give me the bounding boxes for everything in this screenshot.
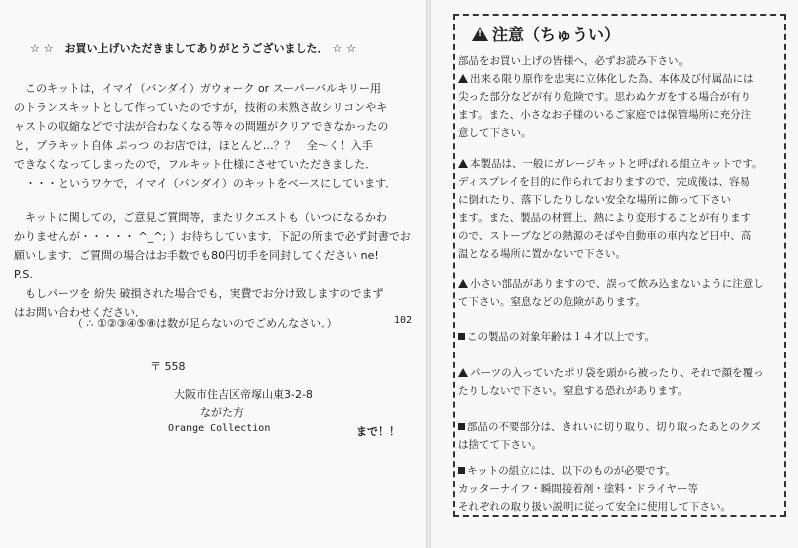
caution-line	[458, 275, 778, 293]
caution-line: ディスプレイを目的に作られておりますので、完成後は、容易	[458, 176, 751, 188]
caution-text: キットの組立には、以下のものが必要です。	[467, 465, 676, 477]
warning-icon	[458, 159, 468, 168]
caution-text: この製品の対象年齢は１４才以上です。	[467, 331, 656, 343]
warning-icon	[458, 368, 468, 377]
caution-line	[458, 462, 778, 480]
caution-text: 小さい部品がありますので、誤って飲み込まないように注意し	[470, 278, 764, 290]
intro-line: と，プラキット自体 ぷっつ のお店では，ほとんど…？？ 全～く！入手	[14, 139, 373, 152]
square-bullet-icon	[458, 333, 465, 340]
intro-line: できなくなってしまったので，フルキット仕様にさせていただきました．	[14, 158, 377, 171]
caution-line: ます。また、小さなお子様のいるご家庭では保管場所に充分注	[458, 109, 752, 121]
caution-line	[458, 364, 778, 382]
contact-line: 願いします．ご質問の場合はお手数でも80円切手を同封してください ne!	[14, 249, 379, 262]
caution-line: に倒れたり、落下したりしない安全な場所に飾って下さい	[458, 194, 731, 206]
thanks-heading: ☆ ☆ お買い上げいただきましてありがとうございました． ☆ ☆	[30, 42, 356, 55]
caution-item	[458, 462, 778, 516]
intro-line: のトランスキットとして作っていたのですが，技術の未熟さ故シリコンやキ	[14, 101, 388, 114]
caution-text: パーツの入っていたポリ袋を頭から被ったり、それで顔を覆っ	[470, 367, 764, 379]
caution-item	[458, 155, 778, 263]
caution-line: 温となる場所に置かないで下さい。	[458, 248, 626, 260]
intro-line: ・・・というワケで，イマイ（バンダイ）のキットをベースにしています．	[14, 177, 397, 190]
caution-item	[458, 328, 778, 346]
caution-line: 部品をお買い上げの皆様へ，必ずお読み下さい。	[458, 55, 689, 67]
caution-line	[458, 328, 778, 346]
caution-line: 尖った部分などが有り危険です。思わぬケガをする場合が有り	[458, 91, 751, 103]
address-line: 大阪市住吉区帝塚山東3-2-8	[174, 388, 313, 401]
caution-line	[458, 70, 778, 88]
caution-line: て下さい。窒息などの危険があります。	[458, 296, 647, 308]
intro-paragraph	[14, 79, 414, 193]
organization-name: Orange Collection	[168, 423, 271, 434]
caution-line: 意して下さい。	[458, 127, 532, 139]
caution-item	[458, 70, 778, 142]
contact-line: P.S.	[14, 268, 33, 281]
contact-line: かりませんが・・・・・ ^_^; ）お待ちしています．下記の所まで必ず封書でお	[14, 230, 411, 243]
contact-paragraph	[14, 208, 414, 322]
caution-line	[458, 155, 778, 173]
caution-text: 本製品は、一般にガレージキットと呼ばれる組立キットです。	[470, 158, 763, 170]
caution-item	[458, 364, 778, 400]
addressee-suffix: まで！！	[356, 425, 400, 438]
postal-code: 〒 558	[150, 360, 186, 373]
warning-icon	[472, 27, 488, 41]
caution-item	[458, 418, 778, 454]
caution-line	[458, 418, 778, 436]
square-bullet-icon	[458, 467, 465, 474]
missing-parts-note: （ ∴ ①②③④⑤⑧は数が足らないのでごめんなさい．）	[72, 317, 338, 330]
caution-title	[472, 22, 620, 45]
caution-line: それぞれの取り扱い説明に従って安全に使用して下さい。	[458, 501, 731, 513]
intro-line: このキットは，イマイ（バンダイ）ガウォーク or スーパーバルキリー用	[14, 82, 382, 95]
square-bullet-icon	[458, 423, 465, 430]
page-number: 102	[394, 315, 413, 326]
caution-item	[458, 275, 778, 311]
contact-line: もしパーツを 紛失 破損された場合でも，実費でお分け致しますのでまず	[14, 287, 384, 300]
caution-line: カッターナイフ・瞬間接着剤・塗料・ドライヤー等	[458, 483, 699, 495]
warning-icon	[458, 279, 468, 288]
caution-text: 部品の不要部分は、きれいに切り取り、切り取ったあとのクズ	[467, 421, 761, 433]
contact-line: キットに関しての，ご意見ご質問等，またリクエストも（いつになるかわ	[14, 211, 387, 224]
caution-line: たりしないで下さい。窒息する恐れがあります。	[458, 385, 689, 397]
warning-icon	[458, 74, 468, 83]
caution-text: 出来る限り原作を忠実に立体化した為、本体及び付属品には	[470, 73, 754, 85]
caution-line: ので、ストーブなどの熱源のそばや自動車の車内など日中、高	[458, 230, 752, 242]
contact-line: はお問い合わせください．	[14, 306, 146, 319]
caution-line: は捨てて下さい。	[458, 439, 542, 451]
caution-line: ます。また、製品の材質上、熱により変形することが有ります	[458, 212, 752, 224]
caution-title-text: 注意（ちゅうい）	[492, 25, 621, 44]
caution-intro	[458, 52, 778, 70]
recipient-name: ながた方	[200, 406, 244, 419]
intro-line: ャストの収縮などで寸法が合わなくなる等々の問題がクリアできなかったの	[14, 120, 389, 133]
